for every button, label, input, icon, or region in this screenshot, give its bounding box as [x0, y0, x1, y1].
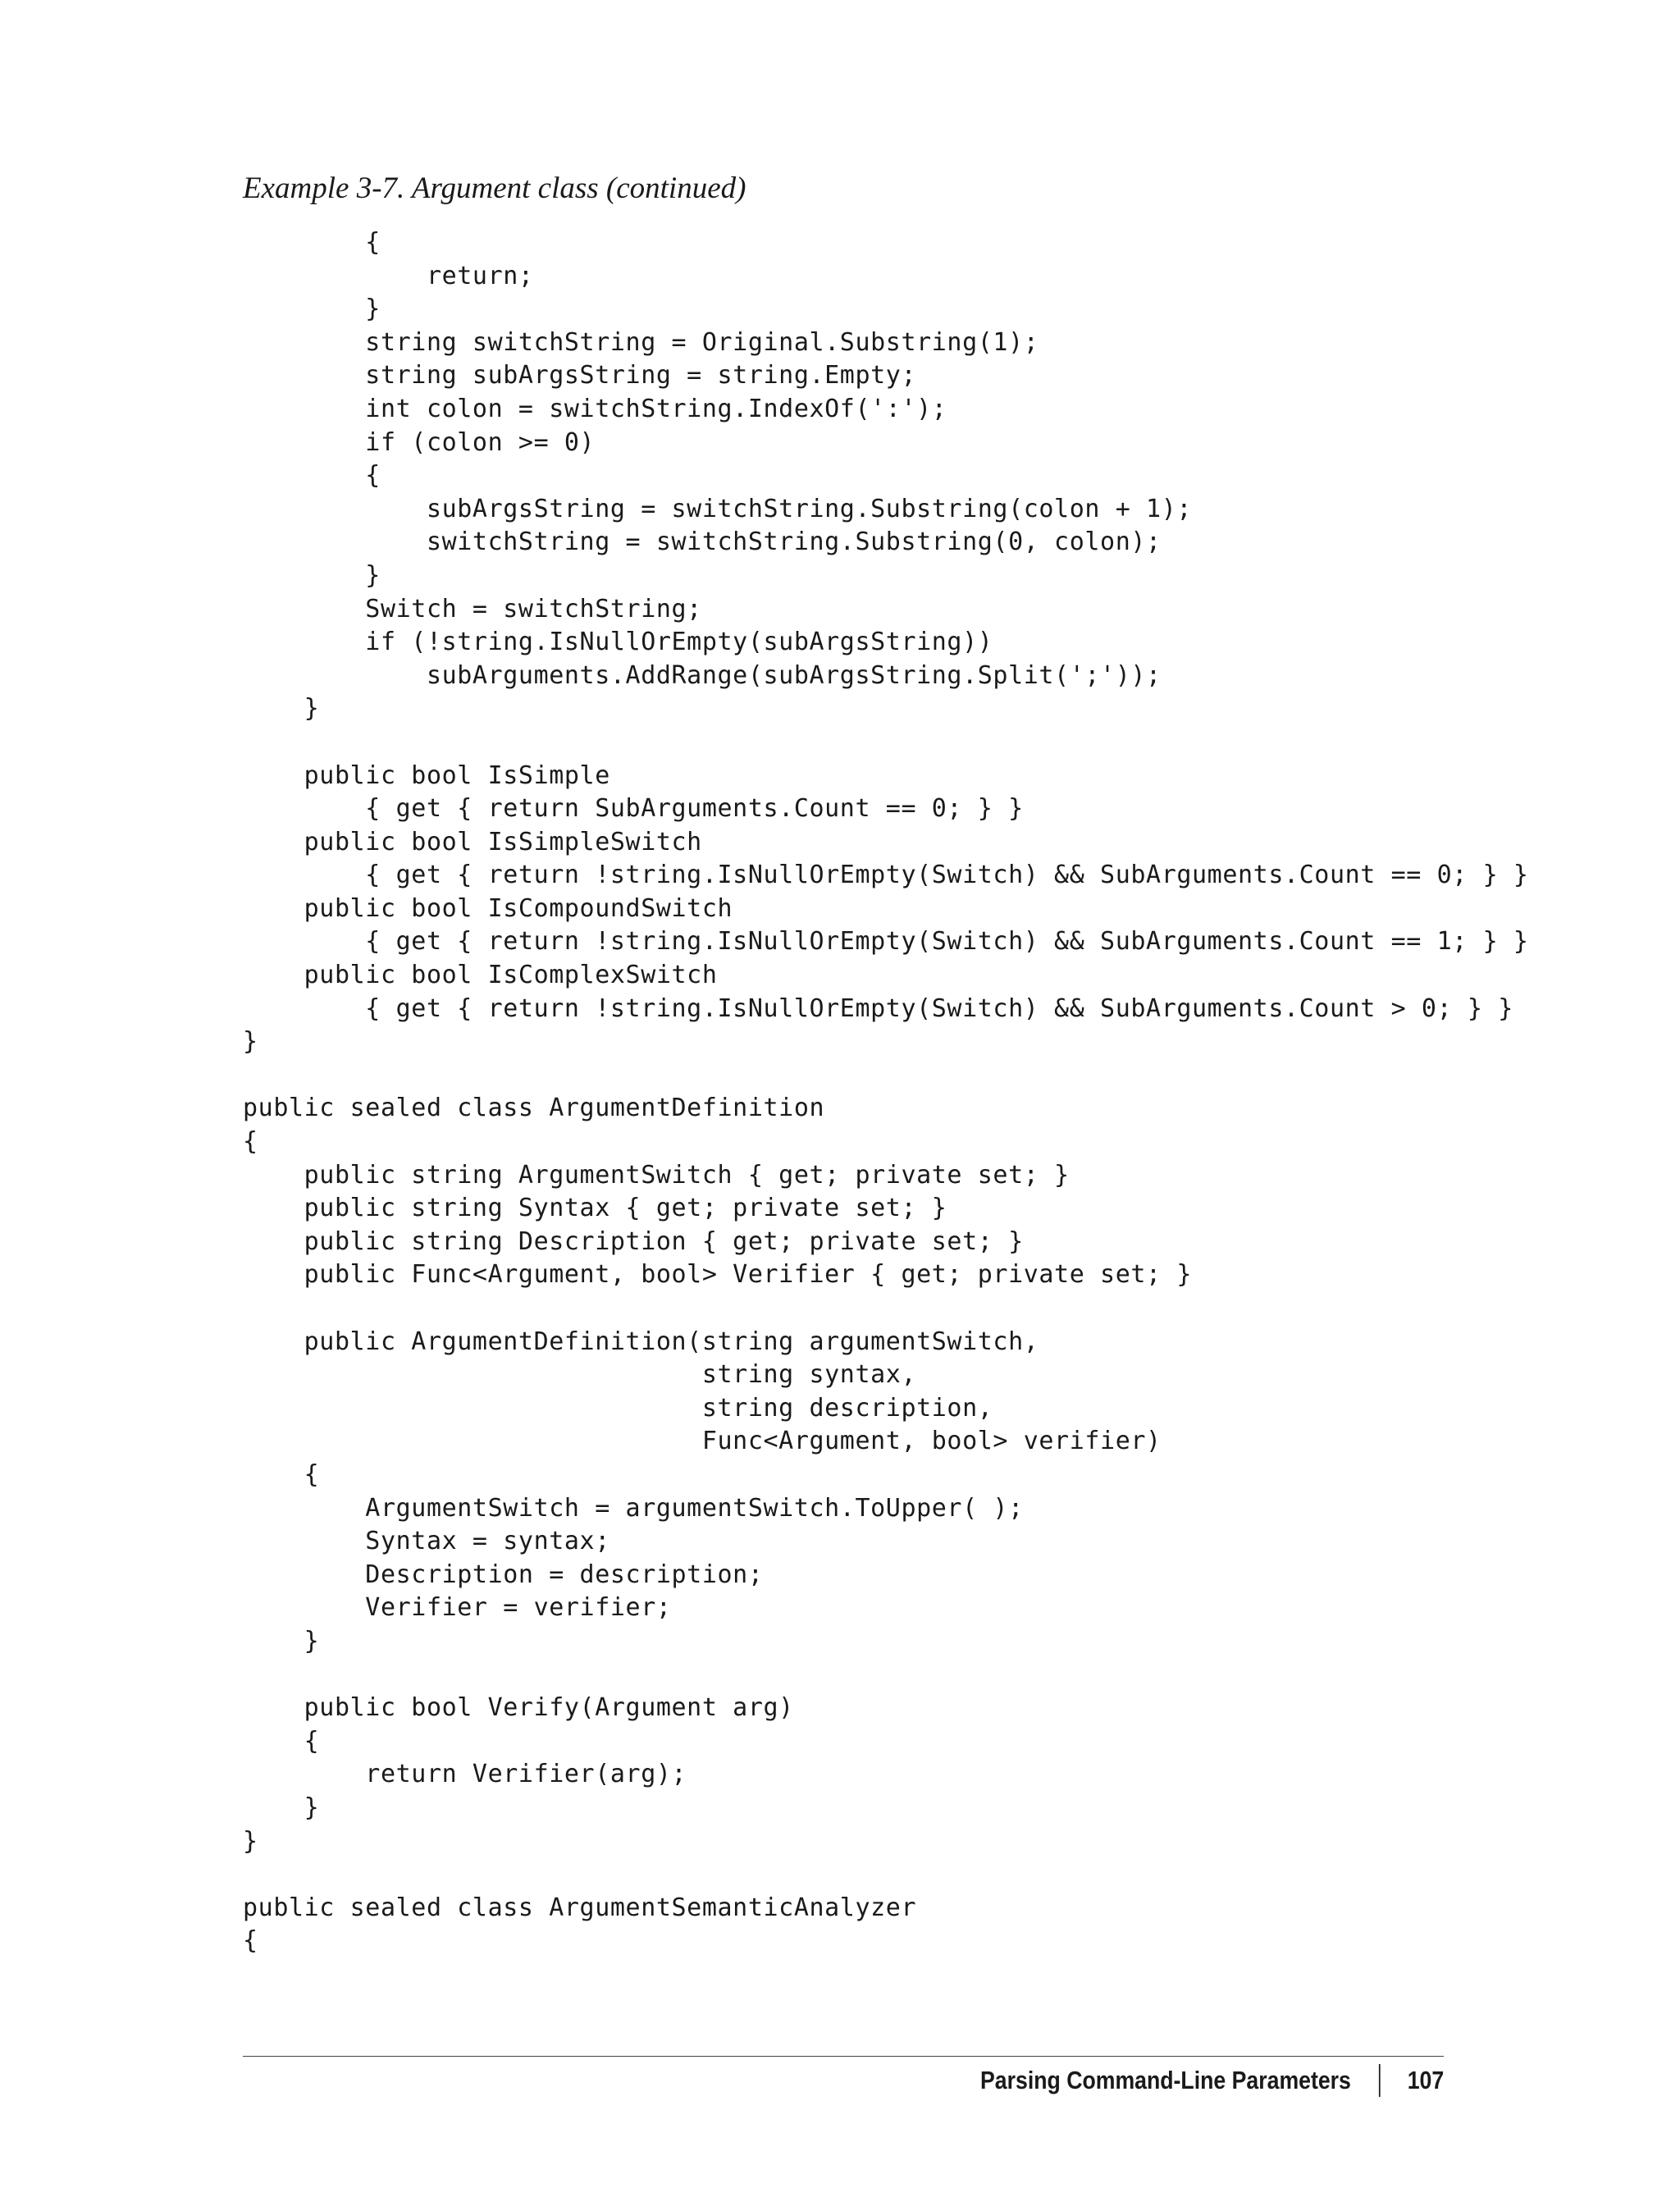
- code-line: { get { return !string.IsNullOrEmpty(Switch) && SubArguments.Count > 0; } }: [243, 993, 1513, 1023]
- code-line: subArgsString = switchString.Substring(colon + 1);: [243, 494, 1193, 523]
- code-line: return;: [243, 261, 534, 290]
- code-line: string syntax,: [243, 1360, 917, 1390]
- code-line: public ArgumentDefinition(string argumentSwitch,: [243, 1327, 1039, 1356]
- code-line: public string Syntax { get; private set; }: [243, 1194, 947, 1223]
- example-caption: Example 3-7. Argument class (continued): [243, 171, 746, 205]
- code-line: { get { return !string.IsNullOrEmpty(Switch) && SubArguments.Count == 1; } }: [243, 927, 1529, 957]
- code-line: public Func<Argument, bool> Verifier { get; private set; }: [243, 1260, 1193, 1290]
- code-line: }: [243, 1793, 320, 1822]
- code-line: {: [243, 461, 381, 491]
- code-line: }: [243, 560, 381, 590]
- code-line: public bool Verify(Argument arg): [243, 1693, 794, 1723]
- code-line: string description,: [243, 1393, 993, 1423]
- code-line: {: [243, 1726, 320, 1756]
- code-line: string switchString = Original.Substring(1);: [243, 327, 1039, 357]
- code-line: public bool IsCompoundSwitch: [243, 893, 733, 923]
- code-line: subArguments.AddRange(subArgsString.Split(';'));: [243, 660, 1162, 690]
- code-line: { get { return !string.IsNullOrEmpty(Switch) && SubArguments.Count == 0; } }: [243, 861, 1529, 890]
- code-line: ArgumentSwitch = argumentSwitch.ToUpper( );: [243, 1493, 1024, 1523]
- footer-divider: [243, 2056, 1444, 2057]
- code-line: }: [243, 1826, 258, 1856]
- code-line: public bool IsSimple: [243, 760, 610, 790]
- code-line: }: [243, 694, 320, 724]
- code-line: Syntax = syntax;: [243, 1527, 610, 1556]
- code-line: Func<Argument, bool> verifier): [243, 1427, 1162, 1456]
- code-line: [243, 726, 1529, 760]
- code-line: [243, 1292, 1529, 1326]
- footer-separator: [1379, 2064, 1381, 2097]
- code-line: return Verifier(arg);: [243, 1760, 687, 1789]
- code-line: if (colon >= 0): [243, 427, 596, 457]
- code-line: public sealed class ArgumentDefinition: [243, 1094, 825, 1123]
- code-line: }: [243, 295, 381, 324]
- code-line: {: [243, 1127, 258, 1157]
- page-number: 107: [1407, 2066, 1444, 2094]
- code-line: [243, 1858, 1529, 1892]
- code-line: }: [243, 1027, 258, 1057]
- code-listing: [243, 226, 1529, 1958]
- code-line: }: [243, 1626, 320, 1656]
- code-line: {: [243, 1926, 258, 1956]
- code-line: if (!string.IsNullOrEmpty(subArgsString)): [243, 628, 993, 657]
- code-line: public string ArgumentSwitch { get; private set; }: [243, 1160, 1070, 1190]
- footer-section-title: Parsing Command-Line Parameters: [979, 2066, 1351, 2094]
- code-line: Description = description;: [243, 1560, 764, 1589]
- code-line: {: [243, 228, 381, 257]
- code-line: switchString = switchString.Substring(0, colon);: [243, 528, 1162, 557]
- code-line: public bool IsSimpleSwitch: [243, 827, 702, 856]
- code-line: [243, 1659, 1529, 1692]
- code-line: Verifier = verifier;: [243, 1593, 672, 1623]
- code-line: string subArgsString = string.Empty;: [243, 361, 917, 391]
- code-line: public sealed class ArgumentSemanticAnalyzer: [243, 1893, 917, 1922]
- code-line: { get { return SubArguments.Count == 0; } }: [243, 794, 1024, 824]
- code-line: {: [243, 1459, 320, 1489]
- code-line: int colon = switchString.IndexOf(':');: [243, 394, 947, 423]
- page-footer: [980, 2061, 1444, 2100]
- code-line: [243, 1059, 1529, 1093]
- code-line: Switch = switchString;: [243, 594, 702, 623]
- code-line: public string Description { get; private set; }: [243, 1226, 1024, 1256]
- code-line: public bool IsComplexSwitch: [243, 961, 718, 990]
